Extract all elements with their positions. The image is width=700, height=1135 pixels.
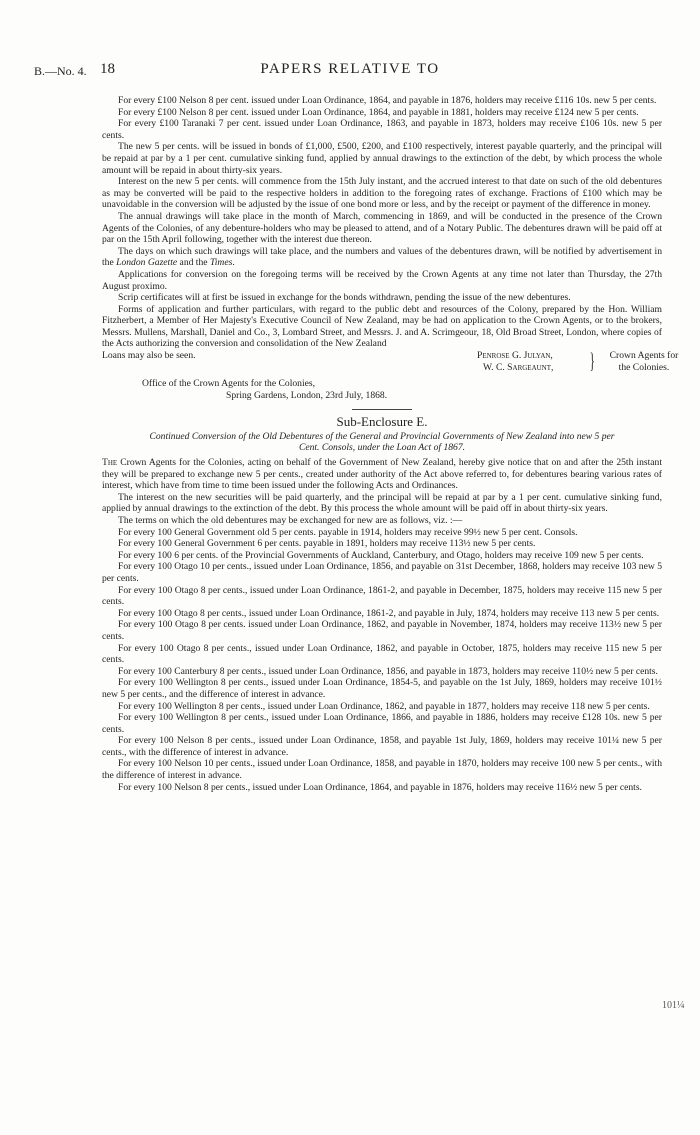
exchange-term: For every 100 Otago 8 per cents., issued under Loan Ordinance, 1861-2, and payable in July, 1874, holders may receive 113 new 5 per cents. — [118, 607, 660, 619]
section-subtitle: Continued Conversion of the Old Debentures of the General and Provincial Governments of New Zealand into new 5 per Cent. Consols, under the Loan Act of 1867. — [149, 430, 615, 454]
paragraph: Applications for conversion on the foregoing terms will be received by the Crown Agents at any time not later than Thursday, the 27th August proximo. — [102, 268, 662, 292]
newspaper-name: London Gazette — [116, 257, 178, 269]
brace-icon: } — [589, 348, 595, 374]
exchange-term: For every 100 6 per cents. of the Provincial Governments of Auckland, Canterbury, and Otago, holders may receive 109 new 5 per cents. — [118, 549, 644, 561]
exchange-term: For every 100 General Government 6 per cents. payable in 1891, holders may receive 113½ new 5 per cents. — [118, 538, 536, 550]
drawings-notice-paragraph: The days on which such drawings will take place, and the numbers and values of the debentures drawn, will be notified by advertisement in the London Gazette and the Times. — [102, 245, 662, 269]
exchange-term: For every 100 Nelson 8 per cents., issued under Loan Ordinance, 1864, and payable in 1876, holders may receive 116½ new 5 per cents. — [118, 781, 642, 793]
office-address: Office of the Crown Agents for the Colonies, Spring Gardens, London, 23rd July, 1868. — [142, 378, 388, 401]
document-reference: B.—No. 4. — [34, 64, 87, 78]
document-body — [102, 95, 679, 793]
signatory-name: W. C. Sargeaunt, — [483, 361, 554, 373]
paragraph: For every £100 Taranaki 7 per cent. issued under Loan Ordinance, 1863, and payable in 1873, holders may receive £106 10s. new 5 per cents. — [102, 118, 662, 141]
margin-annotation: 101¼ — [662, 1000, 685, 1011]
exchange-term: For every 100 General Government old 5 per cents. payable in 1914, holders may receive 99½ new 5 per cent. Consols. — [118, 526, 578, 538]
paragraph: Scrip certificates will at first be issued in exchange for the bonds withdrawn, pending the issue of the new debentures. — [118, 292, 571, 304]
signature-block — [102, 348, 679, 376]
signatory-names — [477, 350, 587, 373]
exchange-term: For every 100 Otago 8 per cents., issued under Loan Ordinance, 1862, and payable in October, 1875, holders may receive 115 new 5 per cents. — [102, 642, 662, 666]
signatory-name: Penrose G. Julyan, — [477, 350, 553, 362]
page-title: PAPERS RELATIVE TO — [260, 61, 440, 77]
paragraph: The terms on which the old debentures may be exchanged for new are as follows, viz. :— — [118, 515, 463, 526]
exchange-term: For every 100 Nelson 10 per cents., issued under Loan Ordinance, 1858, and payable in 1870, holders may receive 100 new 5 per cents., with the difference of interest in advance. — [102, 758, 662, 782]
paragraph: For every £100 Nelson 8 per cent. issued under Loan Ordinance, 1864, and payable in 1881, holders may receive £124 new 5 per cents. — [118, 106, 639, 118]
exchange-term: For every 100 Otago 8 per cents. issued under Loan Ordinance, 1862, and payable in November, 1874, holders may receive 113½ new 5 per cents. — [102, 619, 662, 642]
exchange-term: For every 100 Nelson 8 per cents., issued under Loan Ordinance, 1858, and payable 1st July, 1869, holders may receive 101¼ new 5 per cents., with the difference of interest in advance. — [102, 735, 662, 758]
page-number: 18 — [100, 61, 115, 77]
paragraph: Forms of application and further particulars, with regard to the public debt and resources of the Colony, prepared by the Hon. William Fitzherbert, a Member of Her Majesty's Executive Council of New Zealand, may be had on application to the Crown Agents, or to the brokers, Messrs. Mullens, Marshall, Daniel and Co., 3, Lombard Street, and Messrs. J. and A. Scrimgeour, 18, Old Broad Street, London, where copies of the Acts authorizing the conversion and consolidation of the New Zealand — [102, 303, 662, 350]
exchange-term: For every 100 Otago 8 per cents., issued under Loan Ordinance, 1861-2, and payable in December, 1875, holders may receive 115 new 5 per cents. — [102, 584, 662, 608]
newspaper-name: Times — [209, 257, 233, 269]
paragraph: For every £100 Nelson 8 per cent. issued under Loan Ordinance, 1864, and payable in 1876, holders may receive £116 10s. new 5 per cents. — [118, 95, 657, 106]
signatory-role: Crown Agents for the Colonies. — [609, 350, 679, 373]
page-header — [0, 60, 700, 86]
exchange-term: For every 100 Otago 10 per cents., issued under Loan Ordinance, 1856, and payable on 31st December, 1868, holders may receive 103 new 5 per cents. — [102, 561, 662, 584]
notice-paragraph: The Crown Agents for the Colonies, acting on behalf of the Government of New Zealand, hereby give notice that on and after the 25th instant they will be prepared to exchange new 5 per cents., created under authority of the Act above referred to, for debentures bearing various rates of interest, which have from time to time been issued under the following Acts and Ordinances. — [102, 457, 662, 492]
exchange-term: For every 100 Canterbury 8 per cents., issued under Loan Ordinance, 1856, and payable in 1873, holders may receive 110½ new 5 per cents. — [118, 665, 658, 677]
section-heading: Sub-Enclosure E. — [336, 414, 428, 430]
paragraph-final-line: Loans may also be seen. — [102, 350, 196, 362]
exchange-term: For every 100 Wellington 8 per cents., issued under Loan Ordinance, 1854-5, and payable on the 1st July, 1869, holders may receive 101½ new 5 per cents., and the difference of interest in advance. — [102, 677, 662, 700]
paragraph: Interest on the new 5 per cents. will commence from the 15th July instant, and the accrued interest to that date on such of the old debentures as may be converted will be paid to the respective holders in addition to the foregoing rates of exchange. Fractions of £100 which may be unavoidable in the conversion will be adjusted by the issue of one bond more or less, and by the receipt or payment of the difference in money. — [102, 176, 662, 211]
section-divider — [352, 409, 412, 410]
exchange-term: For every 100 Wellington 8 per cents., issued under Loan Ordinance, 1866, and payable in 1886, holders may receive £128 10s. new 5 per cents. — [102, 712, 662, 735]
paragraph: The new 5 per cents. will be issued in bonds of £1,000, £500, £200, and £100 respectively, interest payable quarterly, and the principal will be repaid at par by a 1 per cent. cumulative sinking fund, applied by annual drawings to the extinction of the debt, by which process the whole amount will be repaid in about thirty-six years. — [102, 141, 662, 176]
paragraph: The interest on the new securities will be paid quarterly, and the principal will be repaid at par by a 1 per cent. cumulative sinking fund, applied by annual drawings to the extinction of the debt. By this process the whole amount will be paid off in about thirty-six years. — [102, 491, 662, 515]
paragraph: The annual drawings will take place in the month of March, commencing in 1869, and will be conducted in the presence of the Crown Agents of the Colonies, of any debenture-holders who may be pleased to attend, and of a Notary Public. The debentures drawn will be paid off at par on the 15th April following, together with the interest due thereon. — [102, 210, 662, 246]
exchange-term: For every 100 Wellington 8 per cents., issued under Loan Ordinance, 1862, and payable in 1877, holders may receive 118 new 5 per cents. — [118, 700, 650, 712]
